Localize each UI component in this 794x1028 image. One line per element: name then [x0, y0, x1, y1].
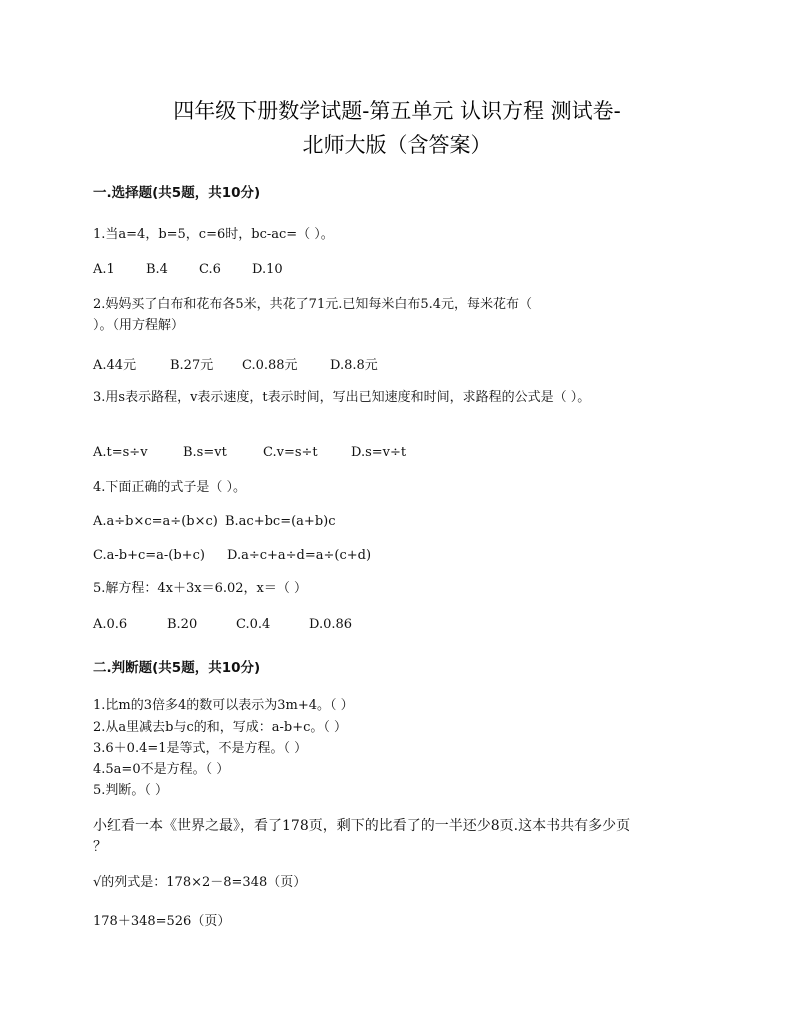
- solution-line2: 178＋348=526（页）: [93, 914, 231, 929]
- option: D.10: [252, 262, 283, 277]
- option: B.27元: [170, 358, 214, 373]
- question-4-options-row2: [93, 548, 371, 563]
- section1-heading: 一.选择题(共5题，共10分): [93, 185, 261, 201]
- question-5: 5.解方程：4x＋3x＝6.02，x＝（ ）: [93, 581, 308, 596]
- option: D.0.86: [309, 617, 353, 632]
- solution-line1: √的列式是：178×2－8=348（页）: [93, 875, 307, 890]
- option: A.a÷b×c=a÷(b×c): [93, 514, 218, 529]
- judge-item-1: 1.比m的3倍多4的数可以表示为3m+4。（ ）: [93, 698, 354, 713]
- option: B.4: [146, 262, 168, 277]
- option: A.1: [93, 262, 115, 277]
- option: D.s=v÷t: [351, 445, 407, 460]
- option: D.a÷c+a÷d=a÷(c+d): [227, 548, 372, 563]
- question-2-line2: ）。（用方程解）: [93, 318, 185, 333]
- judge-item-3: 3.6＋0.4=1是等式，不是方程。（ ）: [93, 741, 308, 756]
- option: C.0.88元: [242, 358, 298, 373]
- option: C.v=s÷t: [263, 445, 318, 460]
- question-1: 1.当a=4，b=5，c=6时，bc-ac=（ ）。: [93, 227, 334, 242]
- page-title-line1: 四年级下册数学试题-第五单元 认识方程 测试卷-: [173, 99, 621, 123]
- question-4-options-row1: [93, 514, 336, 529]
- question-4: 4.下面正确的式子是（ ）。: [93, 480, 247, 495]
- section2-heading: 二.判断题(共5题，共10分): [93, 660, 261, 676]
- option: C.0.4: [236, 617, 271, 632]
- question-2-line1: 2.妈妈买了白布和花布各5米，共花了71元.已知每米白布5.4元，每米花布（: [93, 297, 533, 312]
- option: A.0.6: [93, 617, 128, 632]
- judge-item-5: 5.判断。（ ）: [93, 783, 169, 798]
- question-3-options: [93, 445, 406, 460]
- option: A.t=s÷v: [93, 445, 148, 460]
- option: D.8.8元: [330, 358, 378, 373]
- problem-text-line1: 小红看一本《世界之最》，看了178页，剩下的比看了的一半还少8页.这本书共有多少页: [93, 818, 631, 834]
- question-3: 3.用s表示路程，v表示速度，t表示时间，写出已知速度和时间，求路程的公式是（ ）。: [93, 390, 591, 405]
- option: B.ac+bc=(a+b)c: [225, 514, 336, 529]
- judge-item-4: 4.5a=0不是方程。（ ）: [93, 762, 230, 777]
- question-5-options: [93, 617, 352, 632]
- question-1-options: [93, 262, 283, 277]
- page-title-line2: 北师大版（含答案）: [302, 133, 492, 157]
- problem-text-line2: ？: [93, 839, 107, 855]
- option: B.20: [167, 617, 198, 632]
- option: B.s=vt: [183, 445, 227, 460]
- option: C.6: [199, 262, 221, 277]
- option: A.44元: [93, 358, 137, 373]
- question-2-options: [93, 354, 378, 373]
- judge-item-2: 2.从a里减去b与c的和，写成：a-b+c。（ ）: [93, 720, 348, 735]
- option: C.a-b+c=a-(b+c): [93, 548, 205, 563]
